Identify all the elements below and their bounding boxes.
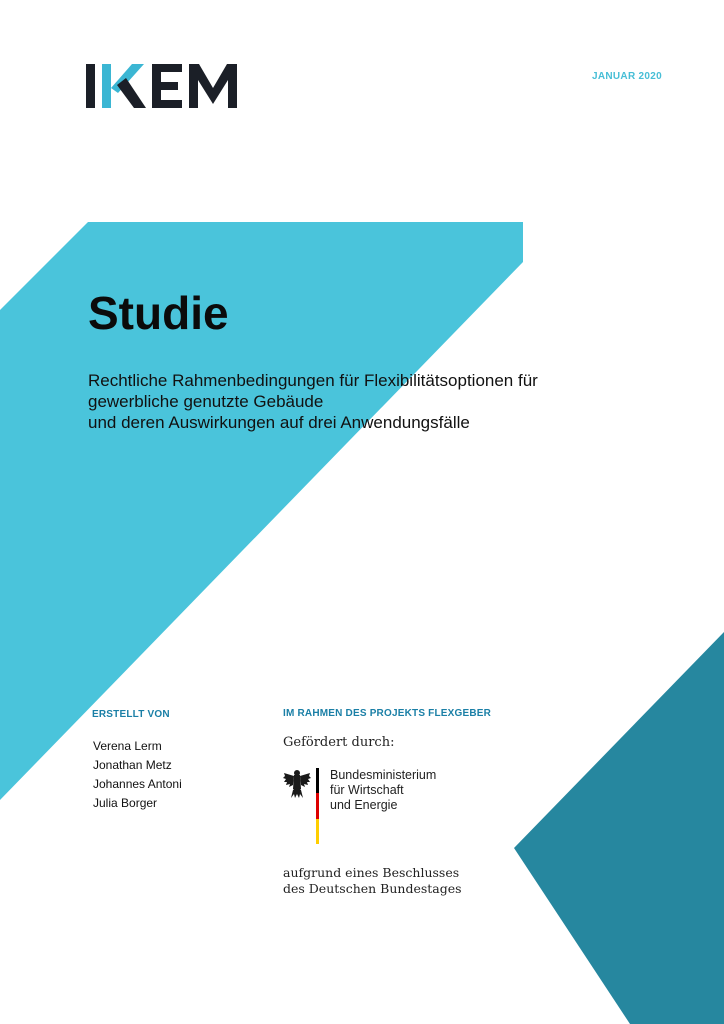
resolution-line: aufgrund eines Beschlusses (283, 865, 460, 880)
project-heading: IM RAHMEN DES PROJEKTS FLEXGEBER (283, 708, 492, 719)
flag-stripe-gold (316, 819, 319, 844)
author-name: Johannes Antoni (93, 777, 182, 791)
federal-eagle-icon (283, 767, 311, 799)
funded-by-label: Gefördert durch: (283, 735, 395, 750)
subtitle-line: gewerbliche genutzte Gebäude (88, 392, 324, 411)
ministry-line: für Wirtschaft (330, 783, 404, 797)
authors-heading: ERSTELLT VON (92, 709, 170, 720)
author-list (93, 737, 182, 813)
author-name: Verena Lerm (93, 739, 162, 753)
document-subtitle (88, 370, 628, 433)
ministry-line: Bundesministerium (330, 768, 437, 782)
flag-stripe-black (316, 768, 319, 793)
author-name: Julia Borger (93, 796, 158, 810)
resolution-line: des Deutschen Bundestages (283, 881, 462, 896)
subtitle-line: und deren Auswirkungen auf drei Anwendungsfälle (88, 413, 470, 432)
ministry-line: und Energie (330, 798, 398, 812)
document-title: Studie (88, 287, 229, 339)
ikem-logo (86, 62, 238, 110)
author-name: Jonathan Metz (93, 758, 172, 772)
bundestag-resolution-text (283, 865, 462, 897)
subtitle-line: Rechtliche Rahmenbedingungen für Flexibilitätsoptionen für (88, 371, 538, 390)
dark-blue-triangle (514, 632, 724, 1024)
publication-date: JANUAR 2020 (592, 71, 662, 82)
ministry-name (330, 768, 436, 813)
flag-stripe-red (316, 793, 319, 818)
german-flag-bar (316, 768, 319, 844)
